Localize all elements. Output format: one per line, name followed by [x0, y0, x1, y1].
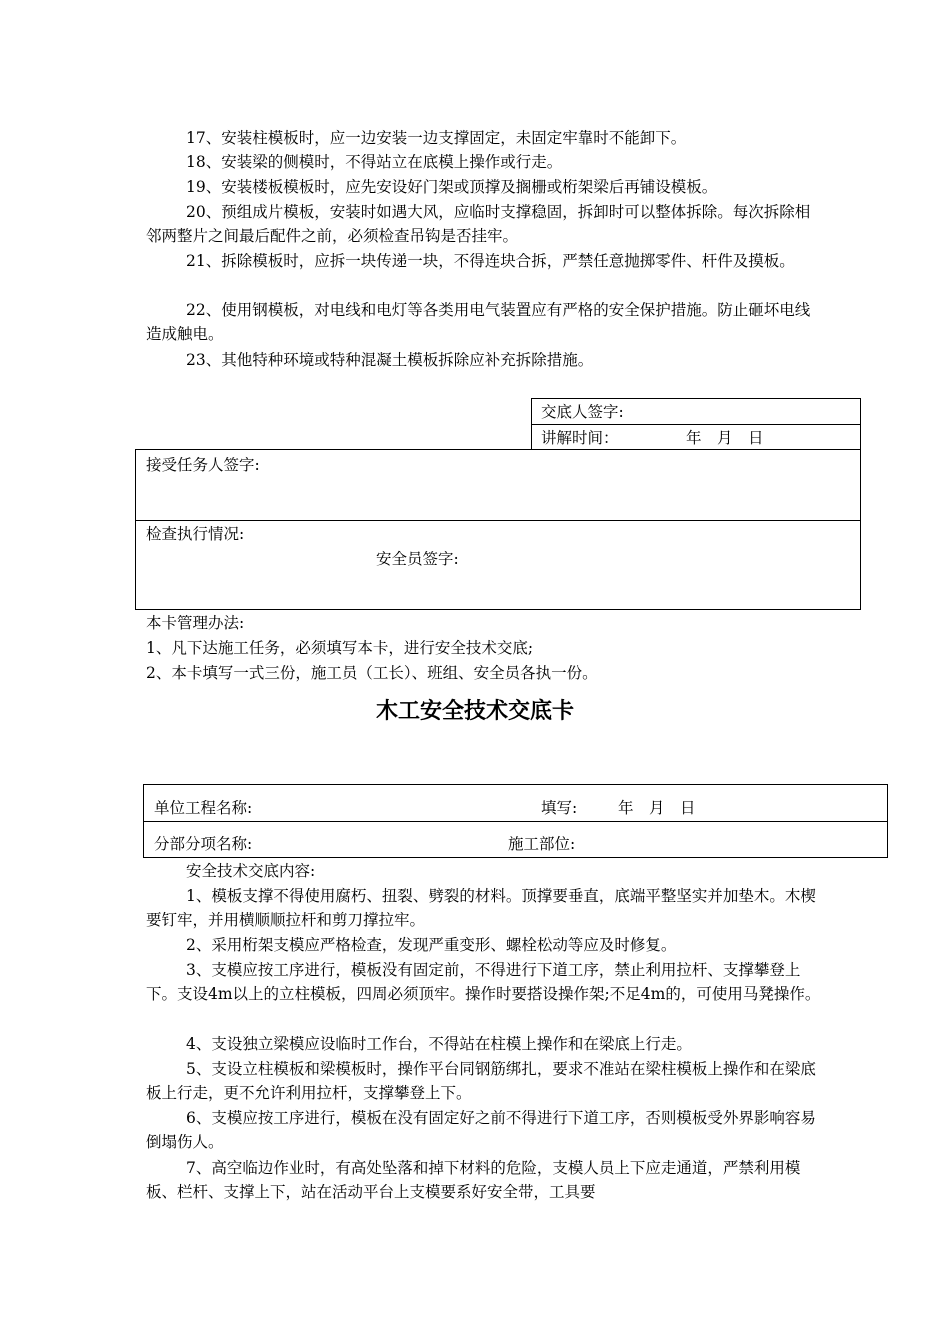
rule-4: 4、支设独立梁模应设临时工作台，不得站在柱模上操作和在梁底上行走。	[186, 1035, 692, 1053]
fill-date: 年 月 日	[618, 799, 696, 817]
explain-date: 年 月 日	[686, 429, 764, 447]
rule-22: 22、使用钢模板，对电线和电灯等各类用电气装置应有严格的安全保护措施。防止砸坏电线造成触电。	[146, 301, 811, 343]
location-label: 施工部位:	[508, 835, 576, 853]
discloser-label: 交底人签字:	[541, 403, 624, 421]
rule-23: 23、其他特种环境或特种混凝土模板拆除应补充拆除措施。	[186, 351, 594, 369]
safety-officer-label: 安全员签字:	[376, 550, 459, 568]
rule-17: 17、安装柱模板时，应一边安装一边支撑固定，未固定牢靠时不能卸下。	[186, 129, 687, 147]
content-heading: 安全技术交底内容:	[186, 862, 316, 880]
rule-3: 3、支模应按工序进行，模板没有固定前，不得进行下道工序，禁止利用拉杆、支撑攀登上下。支设4m以上的立柱模板，四周必须顶牢。操作时要搭设操作架;不足4m的，可使用马凳操作。	[146, 961, 821, 1003]
unit-project-label: 单位工程名称:	[154, 799, 253, 817]
divider	[135, 520, 861, 521]
rule-7: 7、高空临边作业时，有高处坠落和掉下材料的危险，支模人员上下应走通道，严禁利用模板、栏杆、支撑上下，站在活动平台上支模要系好安全带，工具要	[146, 1159, 801, 1201]
rule-20: 20、预组成片模板，安装时如遇大风，应临时支撑稳固，拆卸时可以整体拆除。每次拆除相邻两整片之间最后配件之前，必须检查吊钩是否挂牢。	[146, 203, 811, 245]
rule-2: 2、采用桁架支模应严格检查，发现严重变形、螺栓松动等应及时修复。	[186, 936, 677, 954]
rule-6: 6、支模应按工序进行，模板在没有固定好之前不得进行下道工序，否则模板受外界影响容易倒塌伤人。	[146, 1109, 816, 1151]
management-item-2: 2、本卡填写一式三份，施工员（工长）、班组、安全员各执一份。	[146, 664, 598, 682]
rule-18: 18、安装梁的侧模时，不得站立在底模上操作或行走。	[186, 153, 563, 171]
divider	[143, 821, 888, 822]
sub-project-label: 分部分项名称:	[154, 835, 253, 853]
inspection-label: 检查执行情况:	[146, 525, 245, 543]
rule-21: 21、拆除模板时，应拆一块传递一块，不得连块合拆，严禁任意抛掷零件、杆件及摸板。	[186, 252, 795, 270]
receiver-sign-label: 接受任务人签字:	[146, 456, 260, 474]
rule-19: 19、安装楼板模板时，应先安设好门架或顶撑及搁栅或桁架梁后再铺设模板。	[186, 178, 718, 196]
management-heading: 本卡管理办法:	[146, 614, 245, 632]
divider	[531, 424, 861, 425]
fill-label: 填写:	[541, 799, 578, 817]
card-title: 木工安全技术交底卡	[375, 698, 574, 724]
rule-5: 5、支设立柱模板和梁模板时，操作平台同钢筋绑扎，要求不准站在梁柱模板上操作和在梁底板上行走，更不允许利用拉杆，支撑攀登上下。	[146, 1060, 816, 1102]
explain-time-label: 讲解时间：	[541, 429, 619, 447]
rule-1: 1、模板支撑不得使用腐朽、扭裂、劈裂的材料。顶撑要垂直，底端平整坚实并加垫木。木楔要钉牢，并用横顺顺拉杆和剪刀撑拉牢。	[146, 887, 816, 929]
management-item-1: 1、凡下达施工任务，必须填写本卡，进行安全技术交底;	[146, 639, 534, 657]
